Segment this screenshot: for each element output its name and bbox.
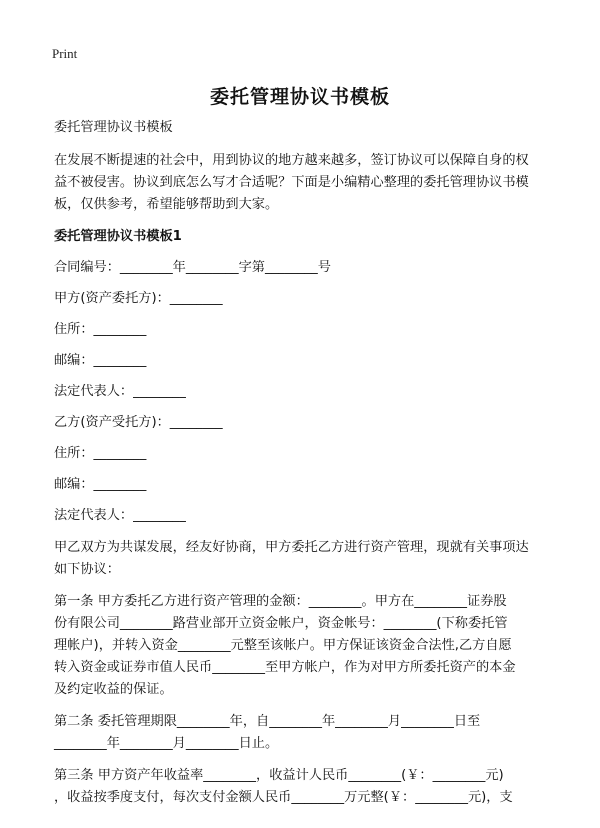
contract-number: 合同编号：________年________字第________号	[54, 260, 331, 275]
article-1-line-2: 份有限公司________路营业部开立资金帐户，资金帐号：________(下称委托管	[54, 616, 508, 631]
agreement-line-2: 如下协议：	[54, 562, 120, 577]
article-1-line-4: 转入资金或证券市值人民币________至甲方帐户，作为对甲方所委托资产的本金	[54, 660, 516, 675]
article-2-line-2: ________年________月________日止。	[54, 736, 279, 751]
document-title: 委托管理协议书模板	[209, 86, 390, 108]
party-a-postcode: 邮编：________	[54, 353, 147, 368]
article-1-line-1: 第一条 甲方委托乙方进行资产管理的金额：________。甲方在________证券股	[54, 594, 507, 609]
party-b: 乙方(资产受托方)：________	[54, 415, 223, 430]
party-a-representative: 法定代表人：________	[54, 384, 186, 399]
article-1-line-5: 及约定收益的保证。	[54, 682, 173, 697]
intro-line-1: 在发展不断提速的社会中，用到协议的地方越来越多，签订协议可以保障自身的权	[54, 153, 529, 168]
party-b-representative: 法定代表人：________	[54, 508, 186, 523]
document-subtitle: 委托管理协议书模板	[54, 120, 173, 135]
intro-line-2: 益不被侵害。协议到底怎么写才合适呢？下面是小编精心整理的委托管理协议书模	[54, 175, 529, 190]
article-3-line-2: ，收益按季度支付，每次支付金额人民币________万元整(￥：________元)，支	[54, 790, 513, 805]
party-b-address: 住所：________	[54, 446, 147, 461]
party-a-address: 住所：________	[54, 322, 147, 337]
article-1-line-3: 理帐户)，并转入资金________元整至该帐户。甲方保证该资金合法性,乙方自愿	[54, 638, 512, 653]
article-2-line-1: 第二条 委托管理期限________年，自________年________月________日至	[54, 714, 481, 729]
intro-line-3: 板，仅供参考，希望能够帮助到大家。	[54, 197, 279, 212]
article-3-line-1: 第三条 甲方资产年收益率________，收益计人民币________(￥：________元)	[54, 768, 504, 783]
agreement-line-1: 甲乙双方为共谋发展，经友好协商，甲方委托乙方进行资产管理，现就有关事项达	[54, 540, 529, 555]
party-b-postcode: 邮编：________	[54, 477, 147, 492]
party-a: 甲方(资产委托方)：________	[54, 291, 223, 306]
print-link[interactable]: Print	[52, 46, 78, 61]
section-heading: 委托管理协议书模板1	[54, 229, 182, 244]
